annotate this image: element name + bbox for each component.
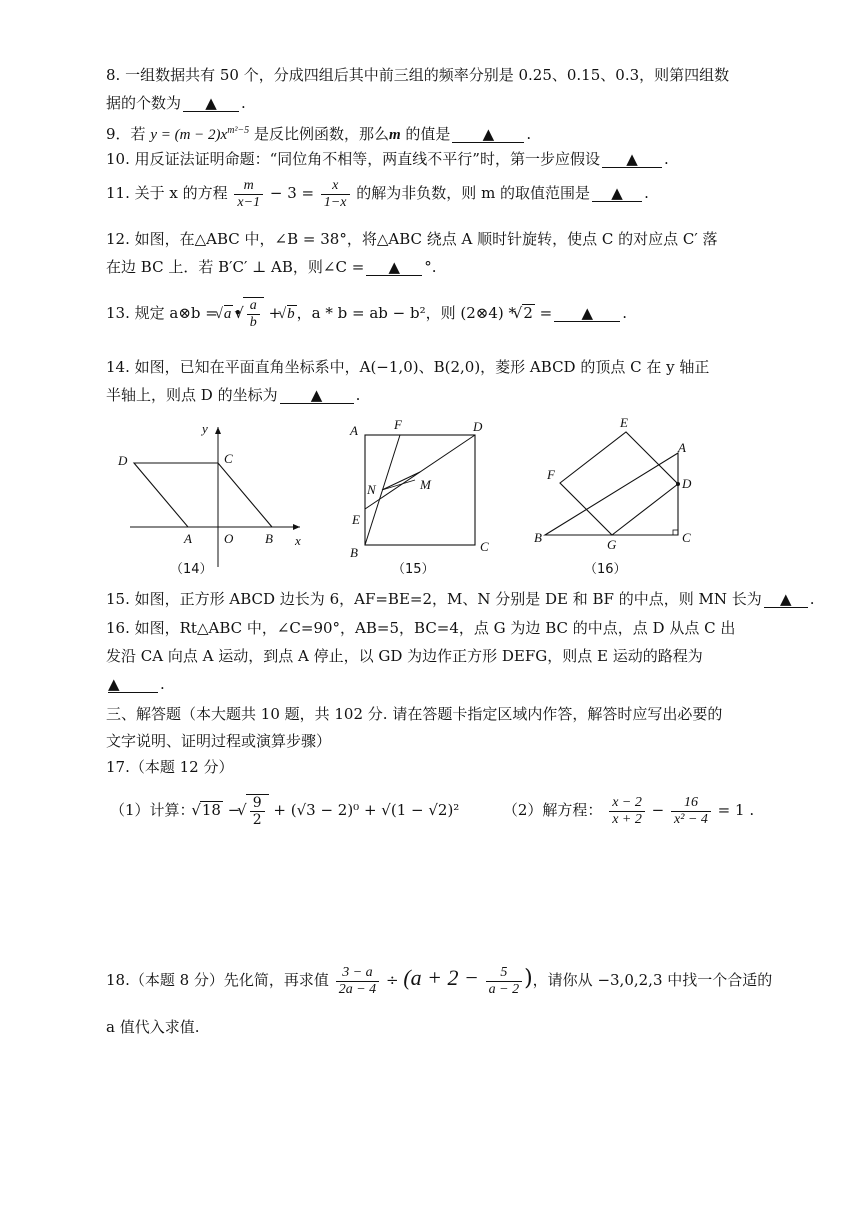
q17-p2-n2: 16 (671, 795, 711, 812)
q15-line: 15. 如图，正方形 ABCD 边长为 6，AF=BE=2，M、N 分别是 DE 和 BF 的中点，则 MN 长为 ▲ . (106, 590, 815, 608)
f16-point-D (676, 482, 680, 486)
q18-post: ，请你从 −3,0,2,3 中找一个合适的 (532, 971, 773, 989)
f14-y-arrow-icon (215, 427, 221, 434)
figure-14 (117, 421, 301, 567)
q9-answer-blank: ▲ (452, 126, 524, 143)
q18-paren-open: (a + 2 − (403, 965, 479, 990)
q11-den1: x−1 (237, 194, 261, 210)
q13-plus: + (268, 304, 282, 322)
q13-answer-blank: ▲ (554, 305, 620, 322)
q18-paren-close: ) (524, 966, 533, 991)
f15-label-N: N (367, 482, 376, 497)
q13-prefix: 13. 规定 a⊗b = (106, 304, 218, 322)
f16-caption: （16） (584, 562, 627, 577)
f14-label-B: B (265, 531, 273, 546)
q17-p2-minus: − (651, 801, 665, 819)
q18-frac2 (486, 965, 522, 998)
q18-d1: 2a − 4 (338, 981, 377, 997)
q17-p2-d1: x + 2 (612, 811, 642, 827)
q17-heading: 17.（本题 12 分） (106, 758, 234, 776)
f14-label-C: C (224, 451, 233, 466)
q17-p2-n1: x − 2 (609, 795, 645, 812)
f16-label-E: E (620, 415, 628, 430)
q12-degree: °. (424, 258, 437, 276)
f14-rhombus (134, 463, 272, 527)
f14-caption: （14） (170, 562, 213, 577)
q17-p2-label: （2）解方程： (502, 801, 603, 819)
figures-row (100, 415, 760, 575)
q9-var: m (388, 127, 401, 143)
q18-d2: a − 2 (488, 981, 520, 997)
q8-period: . (241, 94, 246, 112)
q16-line2: 发沿 CA 向点 A 运动，到点 A 停止，以 GD 为边作正方形 DEFG，则点 E 运动的路程为 (106, 647, 703, 665)
q18-div: ÷ (385, 971, 399, 989)
q11-prefix: 11. 关于 x 的方程 (106, 184, 228, 202)
q14-line2: 半轴上，则点 D 的坐标为 ▲ . (106, 386, 361, 404)
q15-answer-blank: ▲ (764, 591, 808, 608)
q9-expression: y = (m − 2)x (150, 127, 228, 143)
f15-label-D: D (473, 419, 483, 434)
f14-label-D: D (118, 453, 128, 468)
f16-triangle (545, 453, 678, 535)
q17-frac-den: 2 (252, 811, 262, 828)
q13-mid: ，a * b = ab − b²，则 (2⊗4) * (296, 304, 517, 322)
q13-sqrt-frac (243, 297, 264, 331)
q18-frac1 (336, 965, 379, 998)
q9-mid: 是反比例函数，那么 (249, 125, 389, 143)
q17-parts (110, 790, 755, 830)
q8-answer-blank: ▲ (183, 95, 239, 112)
q15-text: 15. 如图，正方形 ABCD 边长为 6，AF=BE=2，M、N 分别是 DE 和 BF 的中点，则 MN 长为 (106, 590, 762, 608)
q14-text: 半轴上，则点 D 的坐标为 (106, 386, 278, 404)
q11-mid: − 3 = (269, 184, 315, 202)
figure-16 (534, 415, 692, 552)
q9-post: 的值是 (400, 125, 451, 143)
q11-line: 11. 关于 x 的方程 $\frac{m}{x-1}$ − 3 = $\frac{x}{1-x}$ 的解为非负数，则 m 的取值范围是 ▲ . (106, 177, 649, 210)
q11-post: 的解为非负数，则 m 的取值范围是 (351, 184, 591, 202)
q17-frac-num: √ 9 (250, 795, 265, 812)
q11-fraction-1 (234, 178, 263, 211)
q10-line: 10. 用反证法证明命题：“同位角不相等，两直线不平行”时，第一步应假设 ▲ . (106, 150, 669, 168)
q18-n2: 5 (486, 965, 522, 982)
f15-label-F: F (394, 417, 402, 432)
f15-label-M: M (420, 477, 431, 492)
f16-label-G: G (607, 537, 617, 552)
f15-caption: （15） (392, 562, 435, 577)
f16-label-D: D (682, 476, 692, 491)
f14-x-arrow-icon (293, 524, 300, 530)
figure-15 (349, 417, 489, 560)
q13-sqrt-2: √ 2 (522, 304, 535, 322)
q13-line: 13. 规定 a⊗b = √ a • √ $\frac{a}{b}$ + √ b ，a * b = ab − b²，则 (2⊗4) * √ 2 = ▲ . (106, 294, 746, 332)
q16-answer-blank: ▲ (108, 676, 158, 693)
f16-label-B: B (534, 530, 542, 545)
q9-line: 9．若 $y = (m - 2)x^{m^2-5}$ 是反比例函数，那么m 的值是 ▲ . (106, 125, 532, 143)
q12-answer-blank: ▲ (366, 259, 422, 276)
q14-line1: 14. 如图，已知在平面直角坐标系中，A(−1,0)、B(2,0)，菱形 ABCD 的顶点 C 在 y 轴正 (106, 358, 710, 376)
q17-p2-frac2 (671, 795, 711, 828)
q10-text: 10. 用反证法证明命题：“同位角不相等，两直线不平行”时，第一步应假设 (106, 150, 600, 168)
section3-line2: 文字说明、证明过程或演算步骤） (106, 732, 332, 750)
q18-prefix: 18.（本题 8 分）先化简，再求值 (106, 971, 329, 989)
q17-p2-frac1 (609, 795, 645, 828)
q9-exponent: m²−5 (227, 125, 250, 136)
q16-line3: ▲ . (108, 675, 165, 693)
q8-line2 (106, 92, 746, 114)
q12-line2 (106, 256, 746, 278)
f15-label-A: A (350, 423, 358, 438)
q10-answer-blank: ▲ (602, 151, 662, 168)
f15-label-B: B (350, 545, 358, 560)
q11-den2: 1−x (323, 194, 347, 210)
section3-line1: 三、解答题（本大题共 10 题，共 102 分. 请在答题卡指定区域内作答，解答时应写出必要的 (106, 705, 723, 723)
q12-line1: 12. 如图，在△ABC 中，∠B = 38°，将△ABC 绕点 A 顺时针旋转，使点 C 的对应点 C′ 落 (106, 230, 718, 248)
q8-line1: 8. 一组数据共有 50 个，分成四组后其中前三组的频率分别是 0.25、0.15、0.3，则第四组数 (106, 66, 730, 84)
q11-fraction-2 (321, 178, 350, 211)
q13-eq: = (534, 304, 553, 322)
q17-sqrt-18: √ 18 (200, 801, 223, 819)
f16-label-A: A (678, 440, 686, 455)
q18-n1: 3 − a (336, 965, 379, 982)
f15-label-E: E (352, 512, 360, 527)
q12-text: 在边 BC 上．若 B′C′ ⊥ AB，则∠C = (106, 258, 365, 276)
q17-p1-label: （1）计算： (110, 801, 195, 819)
f14-label-y: y (202, 421, 208, 436)
q17-sqrt-frac (246, 794, 268, 828)
q13-frac-num: √ a (247, 298, 260, 315)
q18-line2: a 值代入求值. (106, 1018, 200, 1036)
q17-minus: − (227, 801, 241, 819)
q14-answer-blank: ▲ (280, 387, 354, 404)
f16-right-angle-mark (673, 530, 678, 535)
q17-p1-rest: + (√3 − 2)⁰ + √(1 − √2)² (273, 801, 460, 819)
q16-line1: 16. 如图，Rt△ABC 中，∠C=90°，AB=5，BC=4，点 G 为边 BC 的中点，点 D 从点 C 出 (106, 619, 736, 637)
f16-label-F: F (547, 467, 555, 482)
q8-text: 据的个数为 (106, 94, 182, 112)
f14-label-x: x (295, 533, 301, 548)
q11-answer-blank: ▲ (592, 185, 642, 202)
f15-aux-line (382, 480, 415, 490)
q17-p2-eq: = 1 . (717, 801, 755, 819)
q13-sqrt-a: √ a (224, 305, 234, 323)
f16-label-C: C (682, 530, 691, 545)
q11-num1: m (234, 178, 263, 195)
q13-frac-den: b (249, 314, 257, 330)
q9-prefix: 9．若 (106, 125, 146, 143)
f14-label-O: O (224, 531, 234, 546)
q13-sqrt-b: √ b (287, 305, 297, 323)
q11-num2: x (321, 178, 350, 195)
q18-line1 (106, 958, 773, 1000)
f16-square-DEFG (560, 432, 678, 535)
q17-p2-d2: x² − 4 (674, 811, 708, 827)
f14-label-A: A (184, 531, 192, 546)
f15-label-C: C (480, 539, 489, 554)
